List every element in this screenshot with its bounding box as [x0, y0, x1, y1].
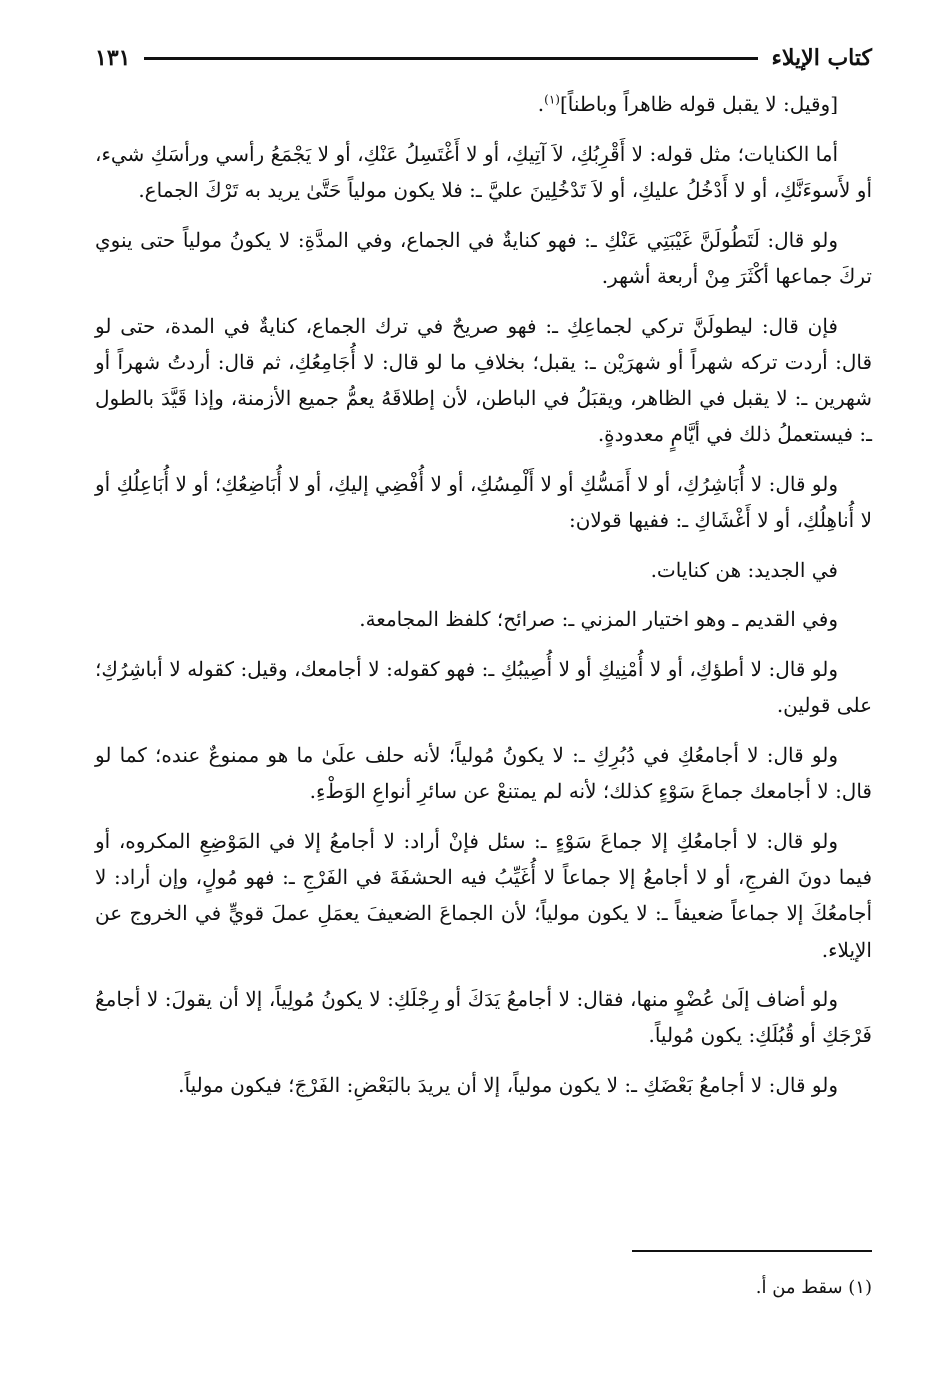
paragraph: ولو أضاف إلَىٰ عُضْوٍ منها، فقال: لا أجامعُ يَدَكَ أو رِجْلَكِ: لا يكونُ مُولِياً، إلا أن يقولَ: لا أجامعُ فَرْجَكِ أو قُبُلَكِ: يكون مُولياً.	[95, 987, 872, 1048]
paragraph: ولو قال: لا أجامعُكِ إلا جماعَ سَوْءٍ ـ: سئل فإنْ أراد: لا أجامعُ إلا في المَوْضِعِ المكروه، أو فيما دونَ الفرجِ، أو لا أجامعُ إلا جماعاً لا أُغَيِّبُ فيه الحشفَةَ في الفَرْجِ ـ: فهو مُولٍ، وإن أراد: لا أجامعُكَ إلا جماعاً ضعيفاً ـ: لا يكون مولياً؛ لأن الجماعَ الضعيفَ يعمَلِ عملَ قويٍّ في الخروج عن الإيلاء.	[95, 828, 872, 962]
footnote: (١) سقط من أ.	[755, 1277, 872, 1298]
page-number: ١٣١	[95, 45, 131, 71]
paragraph: أما الكنايات؛ مثل قوله: لا أَقْرِبُكِ، لاَ آتِيكِ، أو لا أَغْتَسِلُ عَنْكِ، أو لا يَجْمَعُ رأسي ورأسَكِ شيء، أو لأَسوءَنَّكِ، أو لا أَدْخُلُ عليكِ، أو لاَ تَدْخُلِينَ عليَّ ـ: فلا يكون مولياً حَتَّىٰ يريد به تَرْكَ الجماع.	[95, 141, 872, 202]
header-rule	[144, 57, 757, 60]
paragraph: ولو قال: لا أجامعُ بَعْضَكِ ـ: لا يكون مولياً، إلا أن يريدَ بالبَعْضِ: الفَرْجَ؛ فيكون مولياً.	[178, 1073, 838, 1098]
page-body	[95, 86, 872, 1117]
footnote-marker: (١)	[544, 92, 560, 107]
paragraph: ولو قال: لا أُبَاشِرُكِ، أو لا أَمَسُّكِ أو لا أَلْمِسُكِ، أو لا أُفْضِي إليكِ، أو لا أُبَاضِعُكِ؛ أو لا أُبَاعِلُكِ أو لا أُناهِلُكِ، أو لا أَغْشَاكِ ـ: ففيها قولان:	[95, 471, 872, 533]
paragraph: في الجديد: هن كنايات.	[650, 557, 838, 582]
paragraph: فإن قال: ليطولَنَّ تركي لجماعِكِ ـ: فهو صريحٌ في ترك الجماع، كنايةٌ في المدة، حتى لو قال: أردت تركه شهراً أو شهرَيْن ـ: يقبل؛ بخلافِ ما لو قال: لا أُجَامِعُكِ، ثم قال: أردتُ شهراً أو شهرين ـ: لا يقبل في الظاهر، ويقبَلُ في الباطن، لأن إطلاقَهُ يعمُّ جميع الأزمنة، وإذا قَيَّدَ بالطول ـ: فيستعملُ ذلك في أيَّامٍ معدودةٍ.	[95, 313, 872, 447]
paragraph: ولو قال: لَتَطُولَنَّ غَيْبَتِي عَنْكِ ـ: فهو كنايةٌ في الجماع، وفي المدَّةِ: لا يكونُ مولياً حتى ينوي تركَ جماعها أكْثَرَ مِنْ أربعة أشهر.	[95, 227, 872, 288]
footnote-rule	[632, 1250, 872, 1252]
paragraph: ولو قال: لا أجامعُكِ في دُبُرِكِ ـ: لا يكونُ مُولياً؛ لأنه حلف علَىٰ ما هو ممنوعٌ عنده؛ كما لو قال: لا أجامعك جماعَ سَوْءٍ كذلك؛ لأنه لم يمتنعْ عن سائرِ أنواعِ الوَطْءِ.	[95, 743, 872, 804]
page-header	[95, 40, 872, 76]
running-title: كتاب الإيلاء	[771, 45, 872, 71]
paragraph: وفي القديم ـ وهو اختيار المزني ـ: صرائح؛ كلفظ المجامعة.	[359, 607, 838, 632]
paragraph: ولو قال: لا أطؤكِ، أو لا أُمْنِيكِ أو لا أُصِيبُكِ ـ: فهو كقوله: لا أجامعك، وقيل: كقوله لا أباشِرُكِ؛ على قولين.	[95, 657, 872, 718]
paragraph: [وقيل: لا يقبل قوله ظاهراً وباطناً]$^{(١)}$.	[537, 92, 838, 116]
